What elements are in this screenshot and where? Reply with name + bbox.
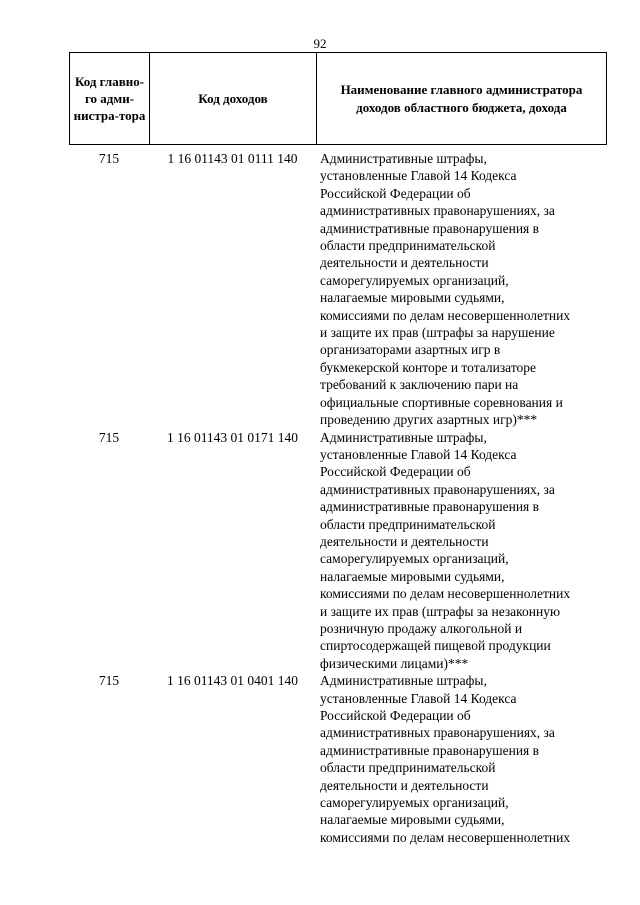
table-body xyxy=(69,150,607,846)
table-row xyxy=(69,429,607,673)
table-header xyxy=(69,52,607,145)
page-number: 92 xyxy=(313,36,327,51)
name-cell: Административные штрафы, установленные Главой 14 Кодекса Российской Федерации об административных правонарушениях, за административные правонарушения в области предпринимательской деятельности и деятельности саморегулируемых организаций, налагаемые мировыми судьями, комиссиями по делам несовершеннолетних и защите их прав (штрафы за нарушение организаторами азартных игр в букмекерской конторе и тотализаторе требований к заключению пари на официальные спортивные соревнования и проведению других азартных игр)*** xyxy=(320,151,571,428)
income-code-cell: 1 16 01143 01 0171 140 xyxy=(166,429,299,445)
table-row xyxy=(69,672,607,846)
name-cell: Административные штрафы, установленные Главой 14 Кодекса Российской Федерации об административных правонарушениях, за административные правонарушения в области предпринимательской деятельности и деятельности саморегулируемых организаций, налагаемые мировыми судьями, комиссиями по делам несовершеннолетних и защите их прав (штрафы за незаконную розничную продажу алкогольной и спиртосодержащей пищевой продукции физическими лицами)*** xyxy=(320,429,571,671)
header-income-code: Код доходов xyxy=(150,53,317,144)
admin-code-cell: 715 xyxy=(98,151,120,166)
admin-code-cell: 715 xyxy=(98,673,120,689)
income-code-cell: 1 16 01143 01 0401 140 xyxy=(166,673,299,689)
header-admin-code: Код главно-го адми-нистра-тора xyxy=(70,53,150,144)
admin-code-cell: 715 xyxy=(98,429,120,445)
income-code-cell: 1 16 01143 01 0111 140 xyxy=(167,151,298,166)
name-cell: Административные штрафы, установленные Главой 14 Кодекса Российской Федерации об административных правонарушениях, за административные правонарушения в области предпринимательской деятельности и деятельности саморегулируемых организаций, налагаемые мировыми судьями, комиссиями по делам несовершеннолетних xyxy=(320,673,571,845)
table-row xyxy=(69,150,607,429)
header-name: Наименование главного администратора доходов областного бюджета, дохода xyxy=(340,81,583,115)
